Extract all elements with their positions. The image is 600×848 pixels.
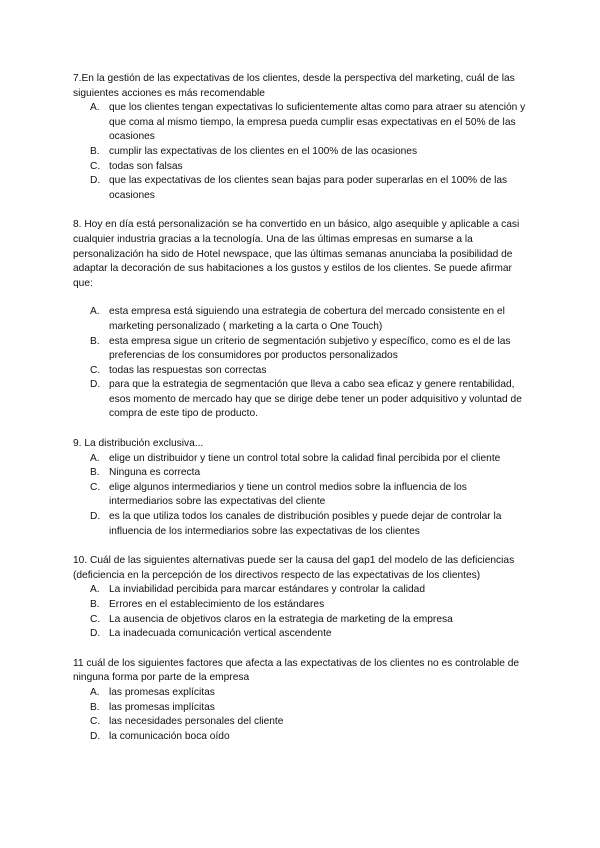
option-text: es la que utiliza todos los canales de distribución posibles y puede dejar de controlar la influencia de los intermediarios sobre las expectativas de los clientes [109, 511, 502, 537]
option-text: la comunicación boca oído [109, 730, 230, 742]
option-text: que los clientes tengan expectativas lo suficientemente altas como para atraer su atención y que coma al mismo tiempo, la empresa pueda cumplir esas expectativas en el 50% de las ocasiones [109, 102, 526, 143]
option-text: todas son falsas [109, 160, 183, 172]
option-text: cumplir las expectativas de los clientes en el 100% de las ocasiones [109, 145, 418, 157]
question-9-option-d [73, 510, 531, 539]
question-11-option-b [73, 701, 531, 716]
option-letter: A. [90, 584, 100, 596]
question-8 [73, 218, 531, 422]
question-7-option-b [73, 145, 531, 160]
question-list [73, 72, 531, 744]
option-text: las necesidades personales del cliente [109, 716, 284, 728]
option-letter: C. [90, 364, 101, 376]
question-10-stem: 10. Cuál de las siguientes alternativas puede ser la causa del gap1 del modelo de las deficiencias (deficiencia en la percepción de los directivos respecto de las expectativas de los clientes) [73, 555, 515, 581]
option-letter: A. [90, 686, 100, 698]
option-text: Ninguna es correcta [109, 467, 201, 479]
stem-spacer [73, 291, 531, 305]
question-9-option-a [73, 452, 531, 467]
question-10-options [73, 583, 531, 641]
option-text: Errores en el establecimiento de los estándares [109, 599, 325, 610]
option-text: esta empresa sigue un criterio de segmentación subjetivo y específico, como es el de las preferencias de los consumidores por productos personalizados [109, 335, 511, 362]
option-letter: C. [90, 613, 101, 625]
question-11 [73, 657, 531, 745]
question-11-stem: 11 cuál de los siguientes factores que afecta a las expectativas de los clientes no es controlable de ninguna forma por parte de la empresa [73, 657, 520, 684]
option-text: que las expectativas de los clientes sean bajas para poder superarlas en el 100% de las ocasiones [109, 175, 508, 201]
question-7-stem: 7.En la gestión de las expectativas de los clientes, desde la perspectiva del marketing, cuál de las siguientes acciones es más recomendable [73, 73, 515, 99]
option-letter: D. [90, 730, 101, 742]
option-text: todas las respuestas son correctas [109, 364, 267, 376]
question-8-option-c [73, 364, 531, 379]
question-8-stem: 8. Hoy en día está personalización se ha convertido en un básico, algo asequible y aplicable a casi cualquier industria gracias a la tecnología. Una de las últimas empresas en sumarse a la personalización ha sido de Hotel newspace, que las últimas semanas anunciaba la posibilidad de adaptar la decoración de sus habitaciones a los gustos y estilos de los clientes. Se puede afirmar que: [73, 219, 520, 289]
question-11-option-c [73, 715, 531, 730]
option-letter: B. [90, 145, 100, 157]
question-7-option-d [73, 174, 531, 203]
option-text: La inviabilidad percibida para marcar estándares y controlar la calidad [109, 584, 425, 596]
option-text: las promesas explícitas [109, 686, 215, 698]
option-letter: B. [90, 701, 100, 713]
question-9-stem: 9. La distribución exclusiva... [73, 438, 204, 450]
option-text: esta empresa está siguiendo una estrategia de cobertura del mercado consistente en el marketing personalizado ( marketing a la carta o One Touch) [109, 306, 505, 332]
option-letter: A. [90, 102, 100, 114]
question-8-options [73, 305, 531, 422]
question-7-options [73, 101, 531, 203]
option-letter: D. [90, 175, 101, 187]
question-7-option-c [73, 160, 531, 175]
option-letter: A. [90, 306, 100, 318]
option-letter: D. [90, 379, 101, 391]
question-9 [73, 437, 531, 539]
question-7-option-a [73, 101, 531, 145]
question-10-option-c [73, 613, 531, 628]
option-letter: C. [90, 160, 101, 172]
option-letter: C. [90, 481, 101, 493]
question-10-option-d [73, 627, 531, 642]
option-text: elige un distribuidor y tiene un control total sobre la calidad final percibida por el cliente [109, 452, 501, 464]
option-text: La inadecuada comunicación vertical ascendente [109, 628, 332, 640]
question-8-option-a [73, 305, 531, 334]
option-letter: B. [90, 599, 100, 610]
option-letter: D. [90, 628, 101, 640]
question-10 [73, 554, 531, 642]
question-10-option-a [73, 583, 531, 598]
question-8-option-d [73, 378, 531, 422]
option-text: elige algunos intermediarios y tiene un control medios sobre la influencia de los intermediarios sobre las expectativas del cliente [109, 481, 467, 508]
question-8-option-b [73, 335, 531, 364]
question-7 [73, 72, 531, 203]
question-9-option-c [73, 481, 531, 510]
option-letter: D. [90, 511, 101, 523]
option-letter: C. [90, 716, 101, 728]
question-11-option-d [73, 730, 531, 745]
question-9-option-b [73, 466, 531, 481]
question-11-options [73, 686, 531, 744]
question-11-option-a [73, 686, 531, 701]
option-letter: B. [90, 335, 100, 347]
option-text: las promesas implícitas [109, 701, 215, 713]
option-text: para que la estrategia de segmentación que lleva a cabo sea eficaz y genere rentabilidad, esos momento de mercado hay que se dirige debe tener un poder adquisitivo y voluntad de compra de este tipo de producto. [109, 379, 522, 420]
question-9-options [73, 452, 531, 540]
option-letter: A. [90, 452, 100, 464]
question-10-option-b [73, 598, 531, 613]
option-letter: B. [90, 467, 100, 479]
option-text: La ausencia de objetivos claros en la estrategia de marketing de la empresa [109, 613, 453, 625]
